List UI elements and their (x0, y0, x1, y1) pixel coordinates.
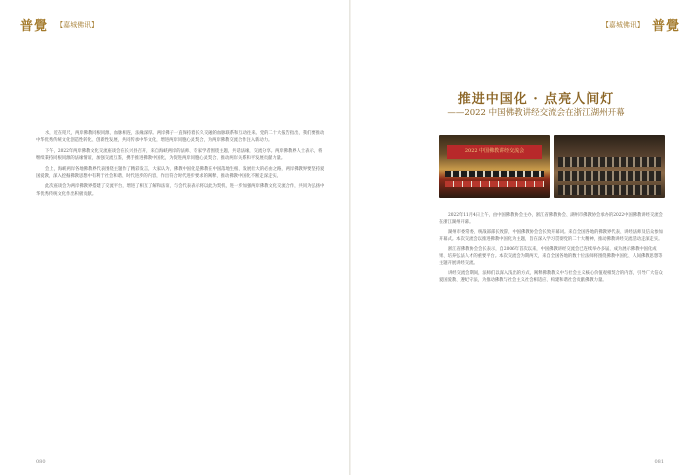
stage-front-row (445, 181, 544, 187)
left-page-header (20, 14, 101, 34)
section-label: 【嘉城佛讯】 (601, 20, 644, 29)
stage-banner-text: 2022 中国佛教讲经交流会 (464, 148, 525, 154)
audience-row (558, 157, 661, 167)
paragraph: 浙江省佛教协会会长表示，自2006年首次以来，中国佛教讲经交流会已连续举办多届，成为展示佛教中国化成果、培养弘法人才的重要平台。本次交流会为期两天，来自全国各地的数十位法师将围绕佛教中国化、人间佛教思想等主题开展讲经交流。 (439, 246, 663, 267)
paragraph: 2022年11月4日上午，由中国佛教协会主办，浙江省佛教协会、湖州市佛教协会承办的2022中国佛教讲经交流会在浙江湖州开幕。 (439, 213, 663, 226)
paragraph: 会上，海峡两岸各地佛教界代表围绕主题作了精彩发言，大家认为，佛教中国化是佛教在中国落地生根、发展壮大的必由之路，两岸佛教界要坚持爱国爱教，深入挖掘佛教思想中有利于社会和谐、时代进步的内容，作出符合时代进步要求的阐释，推动佛教中国化不断走深走实。 (36, 166, 325, 180)
magazine-logo: 普覺 (651, 19, 680, 34)
right-page-header (599, 14, 680, 34)
page-number: 080 (36, 459, 46, 465)
article-title: 推进中国化 · 点亮人间灯 (457, 92, 615, 107)
audience-row (558, 185, 661, 195)
conference-stage-photo (439, 135, 550, 198)
paragraph: 下午，2022年两岸佛教文化交流座谈会在长兴县召开，来自海峡两岸的法师、专家学者围绕主题，共话法缘，交流分享。两岸佛教界人士表示，将继续秉持同根同源的法缘情谊，加强交流互鉴，携手推进佛教中国化，为促进两岸同胞心灵契合、推动两岸关系和平发展贡献力量。 (36, 148, 323, 162)
paragraph: 讲经交流会期间，法师们以深入浅出的方式，阐释佛教教义中与社会主义核心价值观相契合的内容，引导广大信众爱国爱教、遵纪守法，为推动佛教与社会主义社会相适应、构建和谐社会贡献佛教力量。 (439, 270, 663, 284)
magazine-logo: 普覺 (20, 19, 49, 34)
paragraph: 水，近在咫尺，两岸佛教同根同源，血脉相连，法缘深厚。两岸佛子一直保持着长久交融的血脉联系和互动往来。党的二十大报告指出，我们要推动中华优秀传统文化创造性转化、创新性发展，共同传承中华文化，增进两岸同胞心灵契合，为两岸佛教交流合作注入新动力。 (36, 131, 325, 144)
audience-row (558, 171, 661, 181)
audience-photo (554, 135, 665, 198)
left-article-body (36, 130, 326, 201)
right-article-body (439, 212, 665, 287)
page-number: 081 (654, 459, 664, 465)
paragraph: 湖州市委常委、统战部部长致辞，中国佛教协会会长致开幕词。来自全国各地的佛教界代表、讲经法师及信众参加开幕式。本次交流会以推进佛教中国化为主题，旨在深入学习贯彻党的二十大精神，推动佛教讲经交流活动走深走实。 (439, 229, 663, 243)
left-page (0, 0, 349, 475)
photo-strip (439, 135, 665, 198)
article-subtitle: ——2022 中国佛教讲经交流会在浙江湖州开幕 (447, 108, 625, 118)
podium-row (445, 171, 544, 177)
paragraph: 此次座谈会为两岸佛教界搭建了交流平台，增进了相互了解和法谊，与会代表表示将以此为契机，进一步加强两岸佛教文化交流合作，共同为弘扬中华优秀传统文化作出积极贡献。 (36, 184, 325, 197)
right-page (351, 0, 700, 475)
section-label: 【嘉城佛讯】 (56, 20, 99, 29)
